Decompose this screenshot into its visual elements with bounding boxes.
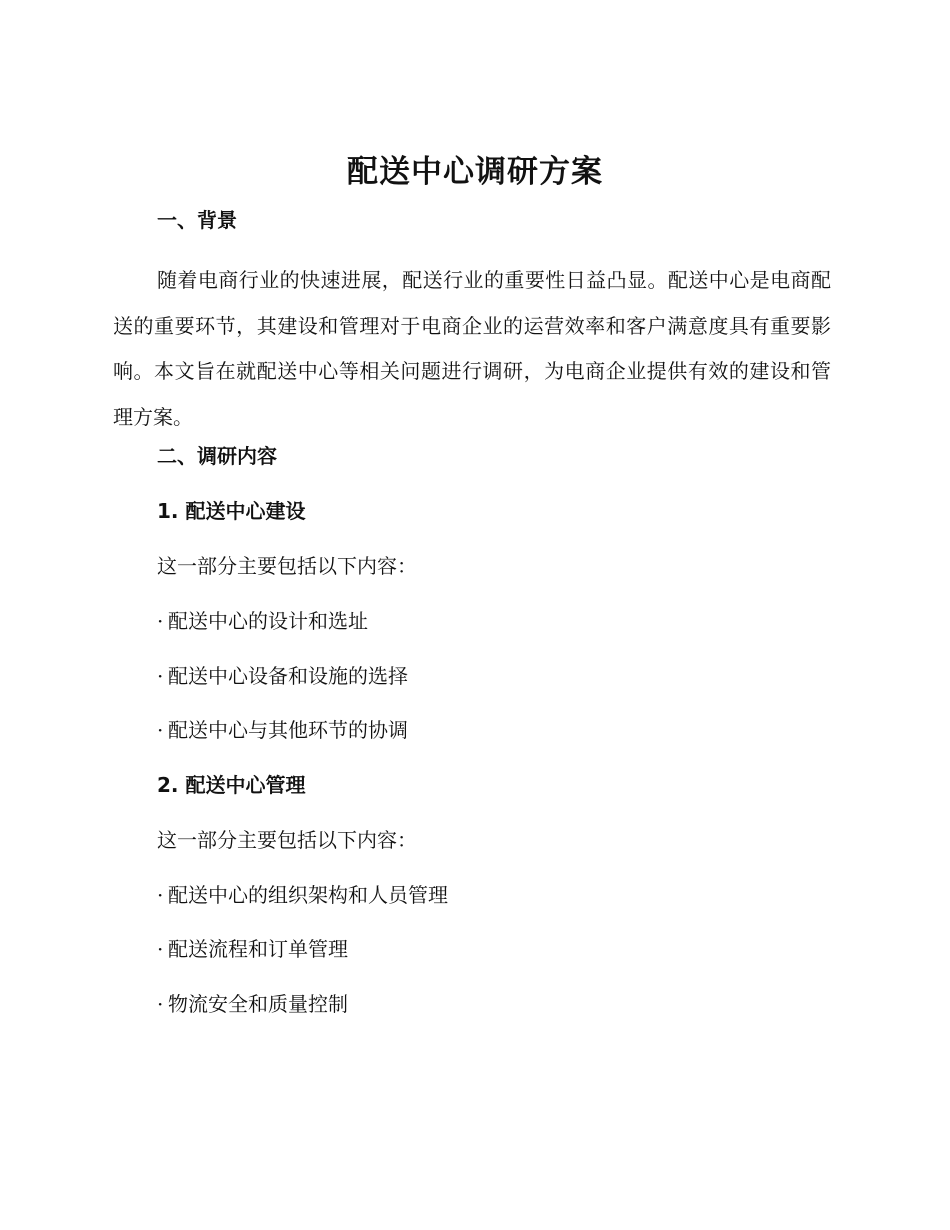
list-item <box>157 606 368 636</box>
list-item <box>157 661 408 691</box>
bullet-icon: · <box>157 609 164 633</box>
bullet-icon: · <box>157 992 164 1016</box>
list-item-text: 配送中心的组织架构和人员管理 <box>168 883 448 907</box>
list-item <box>157 934 348 964</box>
list-item <box>157 989 348 1019</box>
list-item <box>157 715 408 745</box>
list-item <box>157 880 448 910</box>
section-heading-background: 一、背景 <box>157 208 237 232</box>
subsection-heading-management: 2. 配送中心管理 <box>157 773 306 797</box>
bullet-icon: · <box>157 718 164 742</box>
section-heading-research-content: 二、调研内容 <box>157 444 277 468</box>
list-item-text: 配送中心的设计和选址 <box>168 609 368 633</box>
list-item-text: 配送中心与其他环节的协调 <box>168 718 408 742</box>
list-item-text: 配送中心设备和设施的选择 <box>168 664 408 688</box>
management-intro: 这一部分主要包括以下内容： <box>157 828 417 852</box>
document-title: 配送中心调研方案 <box>347 154 603 190</box>
list-item-text: 配送流程和订单管理 <box>168 937 348 961</box>
bullet-icon: · <box>157 937 164 961</box>
subsection-heading-construction: 1. 配送中心建设 <box>157 499 306 523</box>
list-item-text: 物流安全和质量控制 <box>168 992 348 1016</box>
bullet-icon: · <box>157 664 164 688</box>
background-paragraph: 随着电商行业的快速进展，配送行业的重要性日益凸显。配送中心是电商配送的重要环节，其建设和管理对于电商企业的运营效率和客户满意度具有重要影响。本文旨在就配送中心等相关问题进行调研，为电商企业提供有效的建设和管理方案。 <box>113 268 831 429</box>
construction-intro: 这一部分主要包括以下内容： <box>157 554 417 578</box>
bullet-icon: · <box>157 883 164 907</box>
